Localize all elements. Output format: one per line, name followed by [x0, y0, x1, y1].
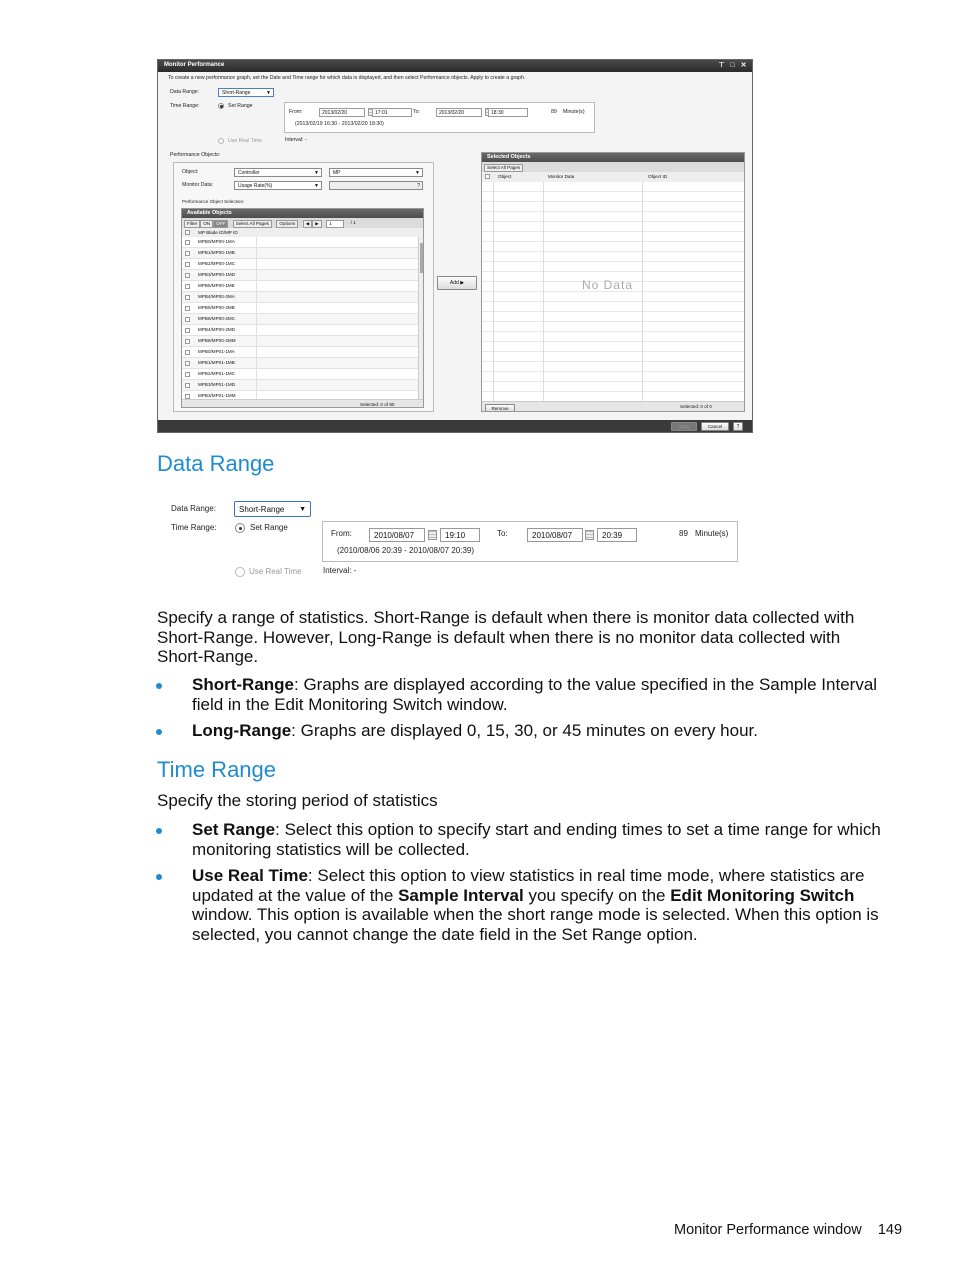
bullet-term: Use Real Time	[192, 866, 308, 885]
bullet-set-range	[192, 820, 902, 859]
closeup-set-range-box	[322, 521, 738, 562]
closeup-from-label: From:	[331, 529, 352, 538]
bullet-text: : Graphs are displayed according to the value specified in the Sample Interval field in the Edit Monitoring Switch window.	[192, 675, 878, 714]
row-label: MPB3/MP01-1MM	[198, 393, 236, 398]
set-range-box	[284, 102, 595, 133]
closeup-minutes-unit: Minute(s)	[695, 529, 729, 538]
range-text: (2013/02/19 16:30 - 2013/02/20 18:30)	[295, 121, 384, 127]
object-value: Controller	[238, 170, 260, 176]
to-time-input[interactable]: 18:30	[488, 108, 528, 117]
help-icon[interactable]: ?	[733, 422, 743, 431]
available-selected-count: Selected: 0 of 80	[360, 402, 395, 407]
chevron-down-icon: ▼	[314, 183, 319, 189]
bullet-term: Long-Range	[192, 721, 292, 740]
closeup-interval-label: Interval: -	[323, 566, 357, 575]
table-row[interactable]	[182, 248, 418, 259]
available-objects-title: Available Objects	[187, 210, 232, 216]
filter-button[interactable]: Filter	[184, 220, 200, 228]
set-range-radio[interactable]	[218, 103, 224, 109]
row-checkbox[interactable]	[185, 284, 190, 289]
monitor-data-select[interactable]	[234, 181, 322, 190]
row-label: MPB5/MP00-1ME	[198, 283, 235, 288]
calendar-icon[interactable]	[428, 530, 437, 540]
monitor-data-value: Usage Rate(%)	[238, 183, 273, 189]
bullet-text: : Select this option to specify start and ending times to set a time range for which monitoring statistics will be collected.	[192, 820, 881, 859]
row-checkbox[interactable]	[185, 394, 190, 399]
time-range-label: Time Range:	[170, 103, 200, 109]
table-row[interactable]	[182, 270, 418, 281]
row-checkbox[interactable]	[185, 273, 190, 278]
perf-obj-selection-label: Performance Object Selection:	[182, 199, 245, 204]
filter-off-button[interactable]: OFF	[213, 220, 228, 228]
page-footer	[674, 1222, 902, 1238]
row-checkbox[interactable]	[185, 295, 190, 300]
scrollbar-thumb[interactable]	[420, 243, 423, 273]
window-titlebar	[158, 60, 752, 72]
selected-footer	[482, 401, 745, 412]
bullet-dot	[156, 828, 162, 834]
row-label: MPB1/MP01-1MB	[198, 360, 235, 365]
column-object: Object	[498, 174, 512, 179]
column-object-id: Object ID	[648, 174, 668, 179]
minutes-value: 89	[551, 109, 557, 115]
apply-button[interactable]: Apply	[671, 422, 697, 431]
bullet-term: Set Range	[192, 820, 276, 839]
bullet-short-range	[192, 675, 902, 714]
window-controls	[715, 61, 748, 70]
minutes-unit: Minute(s)	[563, 109, 585, 115]
row-label: MPB8/MP00-2MM	[198, 338, 236, 343]
from-label: From:	[289, 109, 303, 115]
closeup-to-date-input[interactable]: 2010/08/07	[527, 528, 583, 542]
row-label: MPB1/MP00-1MB	[198, 250, 235, 255]
selected-objects-title: Selected Objects	[487, 154, 531, 160]
closeup-from-time-input[interactable]: 19:10	[440, 528, 480, 542]
row-checkbox[interactable]	[185, 328, 190, 333]
bullet-dot	[156, 729, 162, 735]
page-number: 149	[877, 1222, 903, 1238]
options-button[interactable]: Options	[276, 220, 298, 228]
row-label: MPB3/MP01-1MD	[198, 382, 236, 387]
table-row[interactable]	[182, 336, 418, 347]
time-range-intro: Specify the storing period of statistics	[157, 791, 438, 810]
remove-button[interactable]: Remove	[485, 404, 515, 412]
closeup-set-range-radio[interactable]	[235, 523, 245, 533]
object-select[interactable]	[234, 168, 322, 177]
to-date-input[interactable]: 2013/02/20	[436, 108, 482, 117]
maximize-icon[interactable]: □	[730, 62, 735, 69]
bullet-text: : Select this option to view statistics in real time mode, where statistics are updated at the value of the	[192, 866, 865, 905]
set-range-label: Set Range	[228, 103, 253, 109]
row-checkbox[interactable]	[185, 251, 190, 256]
table-row[interactable]	[182, 380, 418, 391]
time-range-heading: Time Range	[157, 757, 277, 782]
add-button[interactable]: Add ▶	[437, 276, 477, 290]
bullet-text: window. This option is available when the short range mode is selected. When this option is selected, you cannot change the date field in the Set Range option.	[192, 905, 879, 944]
pin-icon[interactable]: ⊤	[718, 62, 725, 69]
data-range-label: Data Range:	[170, 89, 200, 95]
row-label: MPB3/MP00-1MD	[198, 272, 236, 277]
selected-objects-table	[481, 152, 745, 412]
performance-objects-label: Performance Objects:	[170, 152, 221, 158]
selected-all-checkbox[interactable]	[485, 174, 490, 179]
chevron-down-icon: ▼	[415, 170, 420, 176]
window-footer	[158, 420, 752, 433]
bullet-term: Short-Range	[192, 675, 294, 694]
available-rows	[182, 237, 418, 408]
bullet-use-real-time	[192, 866, 902, 944]
available-objects-header	[182, 209, 424, 218]
table-row[interactable]	[182, 347, 418, 358]
row-label: MPB2/MP00-1MC	[198, 261, 236, 266]
next-page-icon[interactable]: ▶	[312, 220, 322, 228]
monitor-performance-window	[157, 59, 753, 433]
chevron-down-icon: ▼	[266, 90, 271, 96]
selected-select-all-button[interactable]: Select All Pages	[484, 164, 523, 172]
row-checkbox[interactable]	[185, 240, 190, 245]
available-objects-table	[181, 208, 424, 408]
row-label: MPB0/MP00-1MA	[198, 239, 235, 244]
chevron-down-icon: ▼	[314, 170, 319, 176]
object-label: Object:	[182, 169, 199, 175]
calendar-icon[interactable]	[585, 530, 594, 540]
closeup-to-time-input[interactable]: 20:39	[597, 528, 637, 542]
selected-rows-area	[482, 182, 745, 401]
scrollbar[interactable]	[418, 237, 424, 399]
row-label: MPB2/MP01-1MC	[198, 371, 236, 376]
page-total: / 1	[350, 220, 356, 225]
table-row[interactable]	[182, 369, 418, 380]
row-label: MPB4/MP00-2MD	[198, 327, 236, 332]
closeup-data-range-select[interactable]	[234, 501, 311, 517]
data-range-select[interactable]	[218, 88, 274, 97]
window-title: Monitor Performance	[164, 62, 225, 68]
data-range-heading: Data Range	[157, 451, 275, 476]
use-real-time-label: Use Real Time	[228, 138, 263, 144]
column-monitor-data: Monitor Data	[548, 174, 575, 179]
no-data-text: No Data	[582, 278, 634, 292]
row-checkbox[interactable]	[185, 317, 190, 322]
row-label: MPB5/MP00-2MB	[198, 305, 235, 310]
closeup-use-real-time-radio[interactable]	[235, 567, 245, 577]
monitor-data-label: Monitor Data:	[182, 182, 214, 188]
data-range-value: Short-Range	[222, 90, 251, 96]
bullet-dot	[156, 874, 162, 880]
bullet-text: : Graphs are displayed 0, 15, 30, or 45 minutes on every hour.	[291, 721, 758, 740]
close-icon[interactable]: ✕	[740, 62, 747, 69]
closeup-time-range-label: Time Range:	[171, 523, 217, 532]
table-row[interactable]	[182, 325, 418, 336]
row-checkbox[interactable]	[185, 350, 190, 355]
table-row[interactable]	[182, 358, 418, 369]
bullet-term: Sample Interval	[398, 885, 524, 905]
prev-page-icon[interactable]: ◀	[303, 220, 313, 228]
closeup-use-real-time-label: Use Real Time	[249, 567, 302, 576]
add-button-label: Add	[449, 280, 459, 286]
select-all-pages-button[interactable]: Select All Pages	[233, 220, 272, 228]
bullet-term: Edit Monitoring Switch	[670, 885, 855, 905]
selected-objects-header	[482, 153, 745, 162]
select-all-checkbox[interactable]	[185, 230, 190, 235]
page-number-input[interactable]: 1	[326, 220, 344, 228]
table-row[interactable]	[182, 259, 418, 270]
footer-title: Monitor Performance window	[674, 1222, 862, 1238]
from-date-input[interactable]: 2013/02/20	[319, 108, 365, 117]
available-footer	[182, 399, 424, 408]
from-time-input[interactable]: 17:01	[372, 108, 412, 117]
row-label: MPB0/MP01-1MA	[198, 349, 235, 354]
instruction-text: To create a new performance graph, set the Date and Time range for which data is displayed, and then select Performance objects. Apply to create a graph.	[168, 75, 526, 81]
to-label: To:	[413, 109, 420, 115]
closeup-minutes-value: 89	[679, 529, 688, 538]
row-label: MPB6/MP00-2MC	[198, 316, 236, 321]
table-row[interactable]	[182, 281, 418, 292]
bullet-text: you specify on the	[523, 885, 671, 905]
monitor-data-sub-value: ?	[417, 183, 420, 189]
bullet-long-range	[192, 721, 902, 741]
data-range-closeup	[165, 497, 745, 583]
monitor-data-sub-select[interactable]	[329, 181, 423, 190]
object-sub-select[interactable]	[329, 168, 423, 177]
use-real-time-radio[interactable]	[218, 138, 224, 144]
row-checkbox[interactable]	[185, 339, 190, 344]
data-range-intro: Specify a range of statistics. Short-Range is default when there is monitor data collected with Short-Range. However, Long-Range is default when there is no monitor data collected with Short-Range.	[157, 608, 855, 666]
column-mp-id: MP Blade ID/MP ID	[198, 230, 238, 235]
filter-on-button[interactable]: ON	[200, 220, 213, 228]
table-row[interactable]	[182, 292, 418, 303]
row-checkbox[interactable]	[185, 383, 190, 388]
table-row[interactable]	[182, 303, 418, 314]
bullet-dot	[156, 683, 162, 689]
row-label: MPB4/MP00-2MA	[198, 294, 235, 299]
row-checkbox[interactable]	[185, 361, 190, 366]
table-row[interactable]	[182, 314, 418, 325]
object-sub-value: MP	[333, 170, 341, 176]
interval-label: Interval: -	[285, 137, 307, 143]
closeup-from-date-input[interactable]: 2010/08/07	[369, 528, 425, 542]
closeup-set-range-label: Set Range	[250, 523, 288, 532]
closeup-range-text: (2010/08/06 20:39 - 2010/08/07 20:39)	[337, 546, 474, 555]
closeup-to-label: To:	[497, 529, 508, 538]
row-checkbox[interactable]	[185, 372, 190, 377]
performance-objects-panel	[173, 162, 434, 412]
cancel-button[interactable]: Cancel	[701, 422, 729, 431]
row-checkbox[interactable]	[185, 306, 190, 311]
selected-count: Selected: 0 of 0	[680, 404, 712, 409]
chevron-down-icon: ▼	[299, 506, 306, 513]
table-row[interactable]	[182, 237, 418, 248]
closeup-data-range-label: Data Range:	[171, 504, 216, 513]
closeup-data-range-value: Short-Range	[239, 505, 285, 514]
row-checkbox[interactable]	[185, 262, 190, 267]
